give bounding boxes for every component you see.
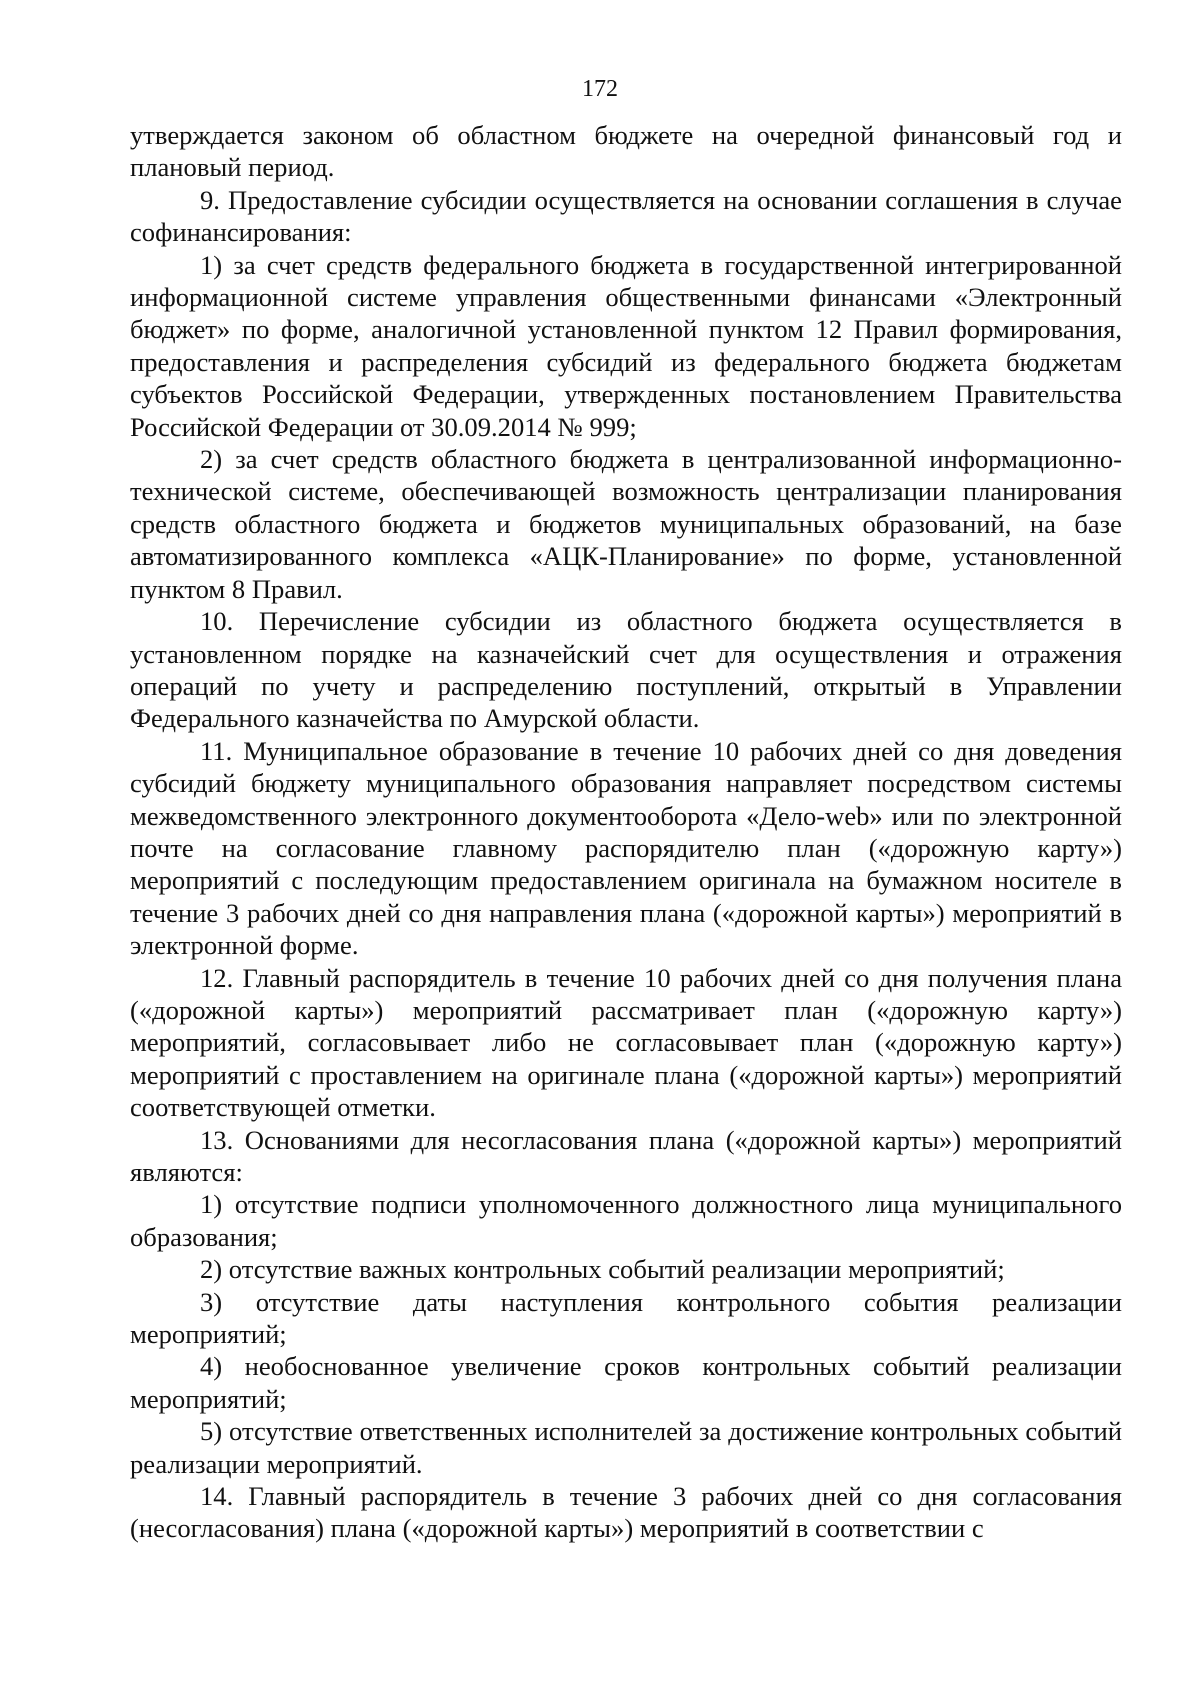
paragraph-item-9-2: 2) за счет средств областного бюджета в централизованной информационно-технической системе, обеспечивающей возможность централизации планирования средств областного бюджета и бюджетов муниципальных образований, на базе автоматизированного комплекса «АЦК-Планирование» по форме, установленной пунктом 8 Правил.	[130, 444, 1122, 604]
page-number: 172	[582, 76, 618, 102]
paragraph-item-10: 10. Перечисление субсидии из областного бюджета осуществляется в установленном порядке на казначейский счет для осуществления и отражения операций по учету и распределению поступлений, открытый в Управлении Федерального казначейства по Амурской области.	[130, 606, 1122, 734]
paragraph-item-9: 9. Предоставление субсидии осуществляется на основании соглашения в случае софинансирования:	[130, 184, 1122, 248]
paragraph-item-13: 13. Основаниями для несогласования плана («дорожной карты») мероприятий являются:	[130, 1124, 1122, 1187]
paragraph-item-13-5: 5) отсутствие ответственных исполнителей за достижение контрольных событий реализации мероприятий.	[130, 1416, 1122, 1479]
paragraph-item-9-1: 1) за счет средств федерального бюджета в государственной интегрированной информационной системе управления общественными финансами «Электронный бюджет» по форме, аналогичной установленной пунктом 12 Правил формирования, предоставления и распределения субсидий из федерального бюджета бюджетам субъектов Российской Федерации, утвержденных постановлением Правительства Российской Федерации от 30.09.2014 № 999;	[130, 249, 1122, 442]
paragraph-item-13-2: 2) отсутствие важных контрольных событий реализации мероприятий;	[200, 1254, 1005, 1285]
paragraph-item-14: 14. Главный распорядитель в течение 3 рабочих дней со дня согласования (несогласования) плана («дорожной карты») мероприятий в соответствии с	[130, 1481, 1122, 1544]
paragraph-item-13-4: 4) необоснованное увеличение сроков контрольных событий реализации мероприятий;	[130, 1351, 1122, 1414]
paragraph-item-11: 11. Муниципальное образование в течение 10 рабочих дней со дня доведения субсидий бюджету муниципального образования направляет посредством системы межведомственного электронного документооборота «Дело-web» или по электронной почте на согласование главному распорядителю план («дорожную карту») мероприятий с последующим предоставлением оригинала на бумажном носителе в течение 3 рабочих дней со дня направления плана («дорожной карты») мероприятий в электронной форме.	[130, 735, 1122, 961]
document-body	[130, 119, 1122, 1545]
paragraph-item-13-1: 1) отсутствие подписи уполномоченного должностного лица муниципального образования;	[130, 1189, 1122, 1252]
paragraph-item-12: 12. Главный распорядитель в течение 10 рабочих дней со дня получения плана («дорожной карты») мероприятий рассматривает план («дорожную карту») мероприятий, согласовывает либо не согласовывает план («дорожную карту») мероприятий с проставлением на оригинале плана («дорожной карты») мероприятий соответствующей отметки.	[130, 962, 1122, 1123]
paragraph-continuation: утверждается законом об областном бюджете на очередной финансовый год и плановый период.	[130, 120, 1122, 183]
paragraph-item-13-3: 3) отсутствие даты наступления контрольного события реализации мероприятий;	[130, 1286, 1122, 1350]
